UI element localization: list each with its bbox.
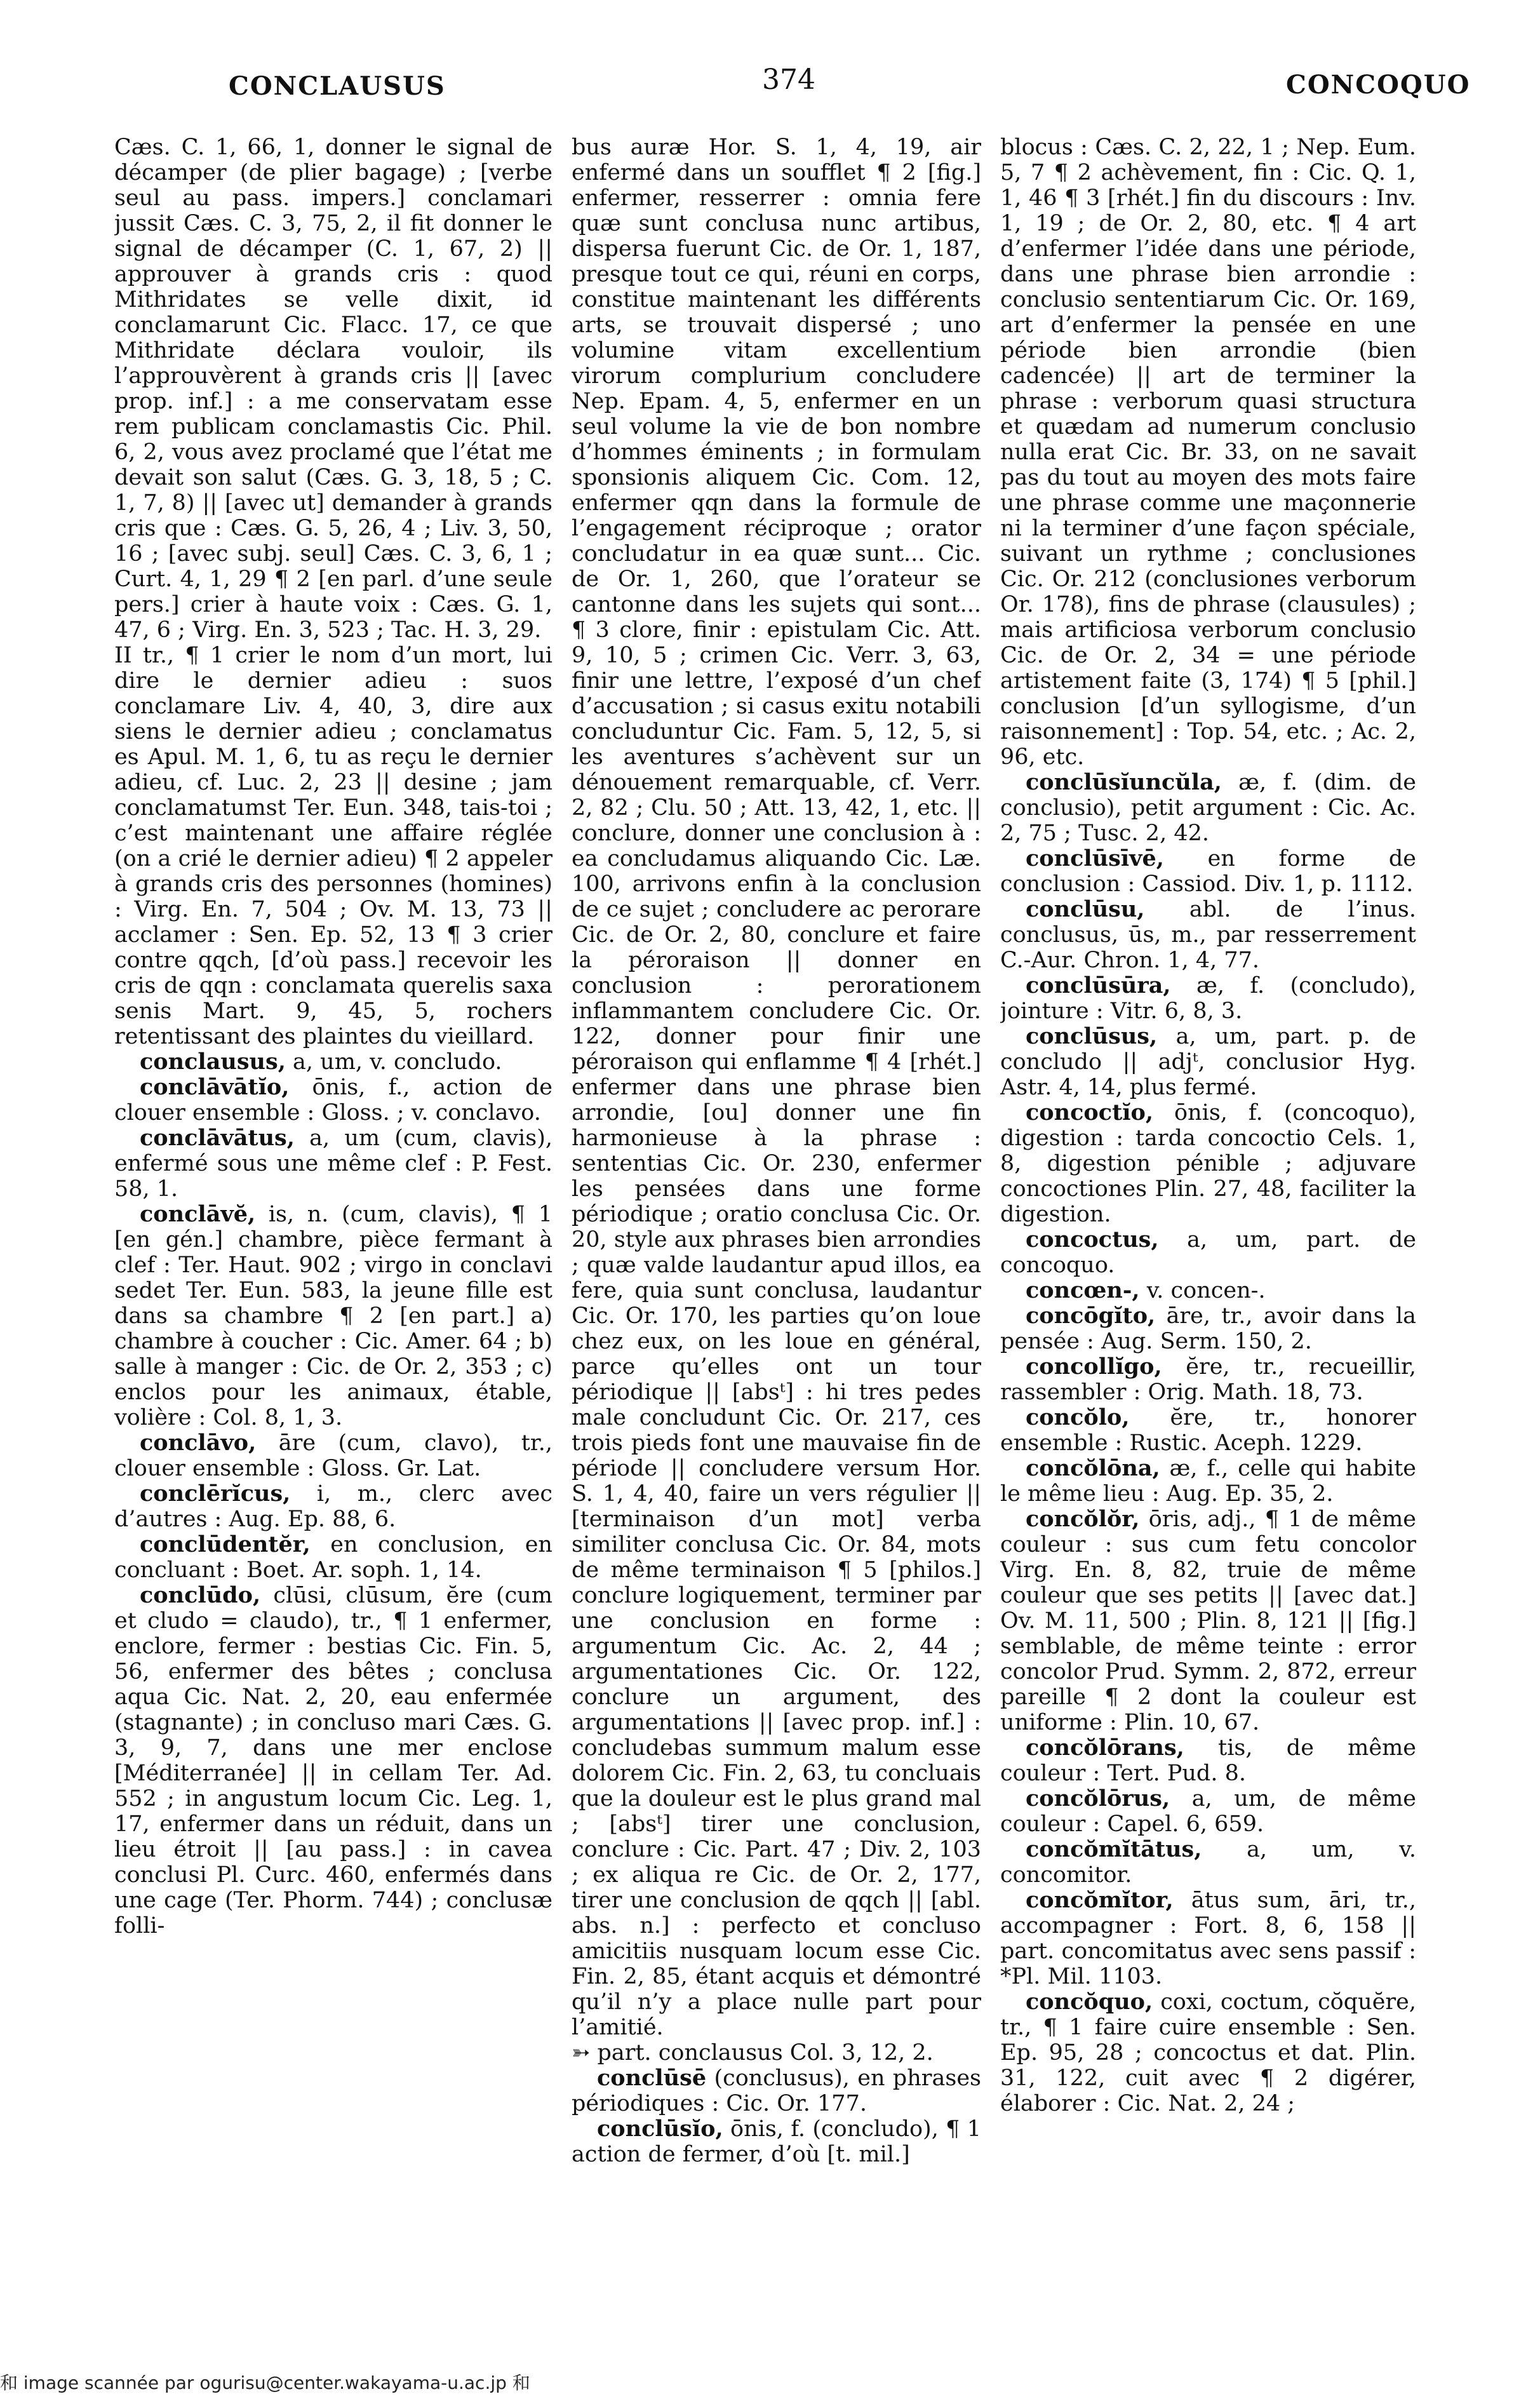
scan-credit: 和 image scannée par ogurisu@center.wakayama-u.ac.jp 和 <box>0 2372 530 2393</box>
entry-headword: conclūdentĕr, <box>140 1531 311 1557</box>
dictionary-entry <box>1000 1837 1416 1888</box>
dictionary-entry <box>572 2116 981 2167</box>
dictionary-entry <box>1000 1024 1416 1100</box>
entry-definition: āre (cum, clavo), tr., clouer ensemble : Gloss. Gr. Lat. <box>114 1430 552 1481</box>
entry-headword: concŏlōna, <box>1026 1455 1160 1481</box>
entry-headword: concŏlŏr, <box>1026 1506 1140 1532</box>
entry-definition: abl. de l’inus. conclusus, ūs, m., par resserrement C.-Aur. Chron. 1, 4, 77. <box>1000 897 1416 973</box>
entry-headword: conclūsus, <box>1026 1023 1158 1049</box>
entry-definition: a, um, de même couleur : Capel. 6, 659. <box>1000 1786 1416 1837</box>
entry-headword: conclūsūra, <box>1026 972 1171 998</box>
dictionary-entry <box>1000 1507 1416 1735</box>
entry-definition: II tr., ¶ 1 crier le nom d’un mort, lui dire le dernier adieu : suos conclamare Liv. 4, 40, 3, dire aux siens le dernier adieu ; conclamatus es Apul. M. 1, 6, tu as reçu le dernier adieu, cf. Luc. 2, 23 || desine ; jam conclamatumst Ter. Eun. 348, tais-toi ; c’est maintenant une affaire réglée (on a crié le dernier adieu) ¶ 2 appeler à grands cris des personnes (homines) : Virg. En. 7, 504 ; Ov. M. 13, 73 || acclamer : Sen. Ep. 52, 13 ¶ 3 crier contre qqch, [d’où pass.] recevoir les cris de qqn : conclamata querelis saxa senis Mart. 9, 45, 5, rochers retentissant des plaintes du vieillard. <box>114 643 552 1049</box>
entry-headword: concŏlo, <box>1026 1404 1130 1430</box>
dictionary-entry <box>1000 1227 1416 1278</box>
dictionary-entry <box>1000 1456 1416 1507</box>
dictionary-entry <box>1000 1786 1416 1837</box>
dictionary-entry <box>114 1430 552 1481</box>
entry-headword: concoctĭo, <box>1026 1099 1154 1126</box>
entry-definition: en forme de conclusion : Cassiod. Div. 1, p. 1112. <box>1000 846 1416 897</box>
dictionary-entry <box>1000 1989 1416 2116</box>
dictionary-entry <box>1000 1735 1416 1786</box>
entry-definition: v. concen-. <box>1146 1278 1266 1303</box>
entry-headword: concŏlōrus, <box>1026 1785 1170 1811</box>
entry-definition: ➳ part. conclausus Col. 3, 12, 2. <box>572 2040 934 2066</box>
entry-headword: concŏquo, <box>1026 1989 1153 2015</box>
column-3 <box>1000 135 1416 2329</box>
dictionary-entry <box>114 1583 552 1939</box>
dictionary-entry <box>1000 1278 1416 1303</box>
dictionary-entry <box>114 1532 552 1583</box>
dictionary-entry <box>114 135 552 643</box>
entry-definition: ōnis, f., action de clouer ensemble : Gloss. ; v. conclavo. <box>114 1075 552 1126</box>
dictionary-entry <box>114 1049 552 1075</box>
dictionary-entry <box>1000 1303 1416 1354</box>
column-1 <box>114 135 552 2329</box>
entry-definition: coxi, coctum, cŏquĕre, tr., ¶ 1 faire cuire ensemble : Sen. Ep. 95, 28 ; concoctus et dat. Plin. 31, 122, cuit avec ¶ 2 digérer, élaborer : Cic. Nat. 2, 24 ; <box>1000 1989 1416 2116</box>
entry-definition: a, um (cum, clavis), enfermé sous une même clef : P. Fest. 58, 1. <box>114 1126 552 1202</box>
header-right-guide-word: CONCOQUO <box>1286 70 1471 100</box>
entry-headword: conclūsē <box>597 2065 707 2091</box>
dictionary-entry <box>1000 1354 1416 1405</box>
dictionary-entry <box>1000 1100 1416 1227</box>
dictionary-entry <box>114 643 552 1049</box>
entry-definition: is, n. (cum, clavis), ¶ 1 [en gén.] chambre, pièce fermant à clef : Ter. Haut. 902 ; virgo in conclavi sedet Ter. Eun. 583, la jeune fille est dans sa chambre ¶ 2 [en part.] a) chambre à coucher : Cic. Amer. 64 ; b) salle à manger : Cic. de Or. 2, 353 ; c) enclos pour les animaux, étable, volière : Col. 8, 1, 3. <box>114 1202 552 1430</box>
entry-definition: æ, f. (dim. de conclusio), petit argument : Cic. Ac. 2, 75 ; Tusc. 2, 42. <box>1000 770 1416 846</box>
dictionary-entry <box>1000 770 1416 846</box>
entry-definition: ōnis, f. (concludo), ¶ 1 action de fermer, d’où [t. mil.] <box>572 2116 981 2167</box>
entry-definition: æ, f. (concludo), jointure : Vitr. 6, 8, 3. <box>1000 973 1416 1024</box>
entry-definition: blocus : Cæs. C. 2, 22, 1 ; Nep. Eum. 5, 7 ¶ 2 achèvement, fin : Cic. Q. 1, 1, 46 ¶ 3 [rhét.] fin du discours : Inv. 1, 19 ; de Or. 2, 80, etc. ¶ 4 art d’enfermer l’idée dans une période, dans une phrase bien arrondie : conclusio sententiarum Cic. Or. 169, art d’enfermer la pensée en une période bien arrondie (bien cadencée) || art de terminer la phrase : verborum quasi structura et quædam ad numerum conclusio nulla erat Cic. Br. 33, on ne savait pas du tout au moyen des mots faire une phrase comme une maçonnerie ni la terminer d’une façon spéciale, suivant un rythme ; conclusiones Cic. Or. 212 (conclusiones verborum Or. 178), fins de phrase (clausules) ; mais artificiosa verborum conclusio Cic. de Or. 2, 34 = une période artistement faite (3, 174) ¶ 5 [phil.] conclusion [d’un syllogisme, d’un raisonnement] : Top. 54, etc. ; Ac. 2, 96, etc. <box>1000 135 1416 770</box>
entry-headword: conclērĭcus, <box>140 1481 291 1507</box>
entry-headword: conclūsĭo, <box>597 2116 723 2142</box>
entry-definition: ātus sum, āri, tr., accompagner : Fort. 8, 6, 158 || part. concomitatus avec sens passif : *Pl. Mil. 1103. <box>1000 1888 1416 1989</box>
entry-headword: conclāvĕ, <box>140 1201 256 1227</box>
entry-headword: conclūsīvē, <box>1026 845 1164 871</box>
page-number: 374 <box>762 64 815 96</box>
dictionary-entry <box>1000 973 1416 1024</box>
entry-definition: (conclusus), en phrases périodiques : Cic. Or. 177. <box>572 2066 981 2116</box>
entry-headword: conclūsu, <box>1026 896 1145 922</box>
column-2 <box>572 135 981 2329</box>
entry-definition: ōris, adj., ¶ 1 de même couleur : sus cum fetu concolor Virg. En. 8, 82, truie de même couleur que ses petits || [avec dat.] Ov. M. 11, 500 ; Plin. 8, 121 || [fig.] semblable, de même teinte : error concolor Prud. Symm. 2, 872, erreur pareille ¶ 2 dont la couleur est uniforme : Plin. 10, 67. <box>1000 1507 1416 1735</box>
dictionary-entry <box>1000 135 1416 770</box>
header-left-guide-word: CONCLAUSUS <box>229 71 446 101</box>
entry-definition: i, m., clerc avec d’autres : Aug. Ep. 88, 6. <box>114 1481 552 1532</box>
dictionary-entry <box>1000 846 1416 897</box>
dictionary-entry <box>114 1481 552 1532</box>
entry-definition: bus auræ Hor. S. 1, 4, 19, air enfermé dans un soufflet ¶ 2 [fig.] enfermer, resserrer : omnia fere quæ sunt conclusa nunc artibus, dispersa fuerunt Cic. de Or. 1, 187, presque tout ce qui, réuni en corps, constitue maintenant les différents arts, se trouvait dispersé ; uno volumine vitam excellentium virorum complurium concludere Nep. Epam. 4, 5, enfermer en un seul volume la vie de bon nombre d’hommes éminents ; in formulam sponsionis aliquem Cic. Com. 12, enfermer qqn dans la formule de l’engagement réciproque ; orator concludatur in ea quæ sunt... Cic. de Or. 1, 260, que l’orateur se cantonne dans les sujets qui sont... ¶ 3 clore, finir : epistulam Cic. Att. 9, 10, 5 ; crimen Cic. Verr. 3, 63, finir une lettre, l’exposé d’un chef d’accusation ; si casus exitu notabili concluduntur Cic. Fam. 5, 12, 5, si les aventures s’achèvent sur un dénouement remarquable, cf. Verr. 2, 82 ; Clu. 50 ; Att. 13, 42, 1, etc. || conclure, donner une conclusion à : ea concludamus aliquando Cic. Læ. 100, arrivons enfin à la conclusion de ce sujet ; concludere ac perorare Cic. de Or. 2, 80, conclure et faire la péroraison || donner en conclusion : perorationem inflammantem concludere Cic. Or. 122, donner pour finir une péroraison qui enflamme ¶ 4 [rhét.] enfermer dans une phrase bien arrondie, [ou] donner une fin harmonieuse à la phrase : sententias Cic. Or. 230, enfermer les pensées dans une forme périodique ; oratio conclusa Cic. Or. 20, style aux phrases bien arrondies ; quæ valde laudantur apud illos, ea fere, quia sunt conclusa, laudantur Cic. Or. 170, les parties qu’on loue chez eux, on les loue en général, parce qu’elles ont un tour périodique || [absᵗ] : hi tres pedes male concludunt Cic. Or. 217, ces trois pieds font une mauvaise fin de période || concludere versum Hor. S. 1, 4, 40, faire un vers régulier || [terminaison d’un mot] verba similiter conclusa Cic. Or. 84, mots de même terminaison ¶ 5 [philos.] conclure logiquement, terminer par une conclusion en forme : argumentum Cic. Ac. 2, 44 ; argumentationes Cic. Or. 122, conclure un argument, des argumentations || [avec prop. inf.] : concludebas summum malum esse dolorem Cic. Fin. 2, 63, tu concluais que la douleur est le plus grand mal ; [absᵗ] tirer une conclusion, conclure : Cic. Part. 47 ; Div. 2, 103 ; ex aliqua re Cic. de Or. 2, 177, tirer une conclusion de qqch || [abl. abs. n.] : perfecto et concluso amicitiis nusquam locum esse Cic. Fin. 2, 85, étant acquis et démontré qu’il n’y a place nulle part pour l’amitié. <box>572 135 981 2040</box>
entry-definition: ĕre, tr., honorer ensemble : Rustic. Aceph. 1229. <box>1000 1405 1416 1456</box>
dictionary-entry <box>1000 1405 1416 1456</box>
entry-definition: a, um, part. de concoquo. <box>1000 1227 1416 1278</box>
entry-headword: concoctus, <box>1026 1227 1159 1253</box>
dictionary-columns <box>114 135 1416 2329</box>
dictionary-entry <box>114 1202 552 1430</box>
entry-headword: conclāvātĭo, <box>140 1074 290 1100</box>
entry-definition: Cæs. C. 1, 66, 1, donner le signal de décamper (de plier bagage) ; [verbe seul au pass. impers.] conclamari jussit Cæs. C. 3, 75, 2, il fit donner le signal de décamper (C. 1, 67, 2) || approuver à grands cris : quod Mithridates se velle dixit, id conclamarunt Cic. Flacc. 17, ce que Mithridate déclara vouloir, ils l’approuvèrent à grands cris || [avec prop. inf.] : a me conservatam esse rem publicam conclamastis Cic. Phil. 6, 2, vous avez proclamé que l’état me devait son salut (Cæs. G. 3, 18, 5 ; C. 1, 7, 8) || [avec ut] demander à grands cris que : Cæs. G. 5, 26, 4 ; Liv. 3, 50, 16 ; [avec subj. seul] Cæs. C. 3, 6, 1 ; Curt. 4, 1, 29 ¶ 2 [en parl. d’une seule pers.] crier à haute voix : Cæs. G. 1, 47, 6 ; Virg. En. 3, 523 ; Tac. H. 3, 29. <box>114 135 552 643</box>
entry-headword: conclāvātus, <box>140 1125 295 1151</box>
entry-definition: a, um, v. concludo. <box>293 1049 502 1075</box>
entry-headword: conclūdo, <box>140 1582 261 1608</box>
dictionary-entry <box>1000 897 1416 973</box>
entry-definition: āre, tr., avoir dans la pensée : Aug. Serm. 150, 2. <box>1000 1303 1416 1354</box>
entry-headword: concŏmĭtātus, <box>1026 1836 1202 1862</box>
entry-definition: en conclusion, en concluant : Boet. Ar. soph. 1, 14. <box>114 1532 552 1583</box>
entry-definition: æ, f., celle qui habite le même lieu : Aug. Ep. 35, 2. <box>1000 1456 1416 1507</box>
dictionary-entry <box>572 2066 981 2116</box>
entry-definition: ōnis, f. (concoquo), digestion : tarda concoctio Cels. 1, 8, digestion pénible ; adjuvare concoctiones Plin. 27, 48, faciliter la digestion. <box>1000 1100 1416 1227</box>
entry-definition: clūsi, clūsum, ĕre (cum et cludo = claudo), tr., ¶ 1 enfermer, enclore, fermer : bestias Cic. Fin. 5, 56, enfermer des bêtes ; conclusa aqua Cic. Nat. 2, 20, eau enfermée (stagnante) ; in concluso mari Cæs. G. 3, 9, 7, dans une mer enclose [Méditerranée] || in cellam Ter. Ad. 552 ; in angustum locum Cic. Leg. 1, 17, enfermer dans un réduit, dans un lieu étroit || [au pass.] : in cavea conclusi Pl. Curc. 460, enfermés dans une cage (Ter. Phorm. 744) ; conclusæ folli- <box>114 1583 552 1939</box>
dictionary-entry <box>1000 1888 1416 1989</box>
dictionary-entry <box>114 1075 552 1126</box>
entry-headword: conclūsĭuncŭla, <box>1026 769 1222 795</box>
entry-headword: concŏmĭtor, <box>1026 1887 1174 1913</box>
entry-definition: tis, de même couleur : Tert. Pud. 8. <box>1000 1735 1416 1786</box>
entry-definition: a, um, part. p. de concludo || adjᵗ, conclusior Hyg. Astr. 4, 14, plus fermé. <box>1000 1024 1416 1100</box>
dictionary-entry <box>572 2040 981 2066</box>
dictionary-entry <box>572 135 981 2040</box>
entry-headword: concœn-, <box>1026 1277 1140 1303</box>
entry-headword: conclāvo, <box>140 1430 257 1456</box>
entry-headword: concŏlōrans, <box>1026 1735 1184 1761</box>
entry-headword: conclausus, <box>140 1049 286 1075</box>
dictionary-entry <box>114 1126 552 1202</box>
page-header <box>114 58 1471 116</box>
entry-headword: concōgĭto, <box>1026 1303 1156 1329</box>
entry-definition: ĕre, tr., recueillir, rassembler : Orig. Math. 18, 73. <box>1000 1354 1416 1405</box>
entry-headword: concollĭgo, <box>1026 1354 1162 1380</box>
entry-definition: a, um, v. concomitor. <box>1000 1837 1416 1888</box>
